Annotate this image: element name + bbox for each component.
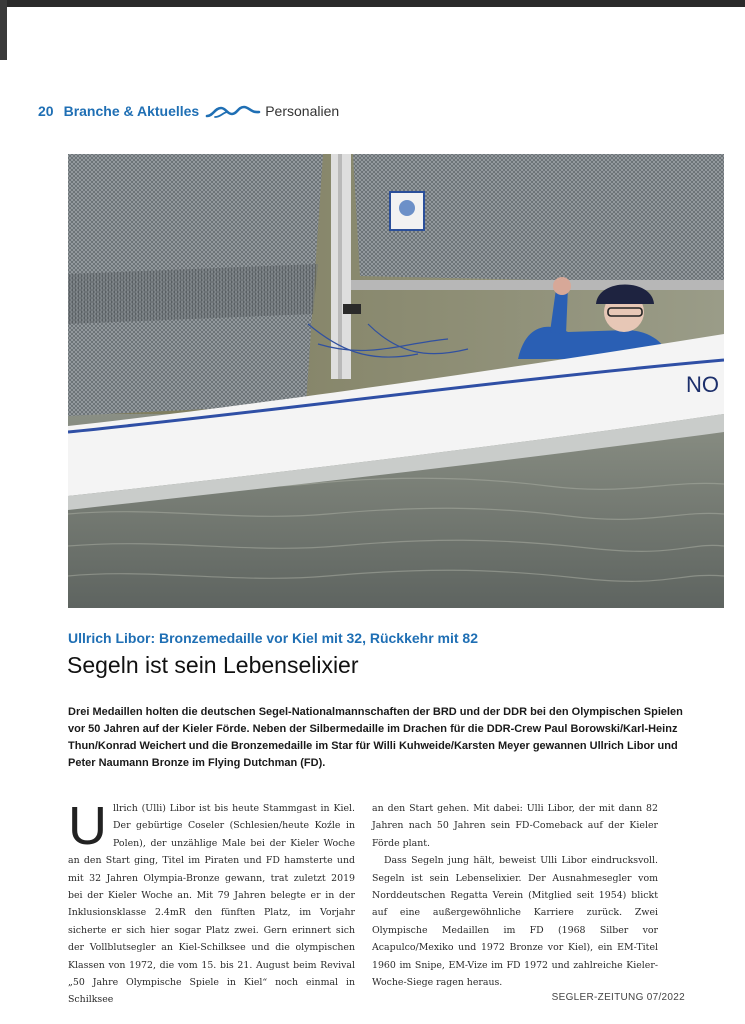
article-kicker: Ullrich Libor: Bronzemedaille vor Kiel mit 32, Rückkehr mit 82 (68, 630, 479, 646)
wave-icon (205, 103, 261, 119)
article-headline: Segeln ist sein Lebenselixier (67, 652, 359, 678)
page-header (38, 100, 339, 122)
scan-edge-left (0, 0, 7, 60)
page-number: 20 (38, 103, 54, 119)
subsection-title: Personalien (265, 103, 340, 119)
page-footer (552, 992, 685, 1003)
article-column-1 (68, 796, 355, 1009)
publication-name: SEGLER-ZEITUNG (551, 992, 644, 1003)
column-2-paragraph-1: an den Start gehen. Mit dabei: Ulli Libor, der mit dann 82 Jahren nach 50 Jahren sein FD-Comeback auf der Kieler Förde plant. (372, 803, 658, 849)
article-lead: Drei Medaillen holten die deutschen Segel-Nationalmannschaften der BRD und der DDR bei den Olympischen Spielen vor 50 Jahren auf der Kieler Förde. Neben der Silbermedaille im Drachen für die DDR-Crew Paul Borowski/Karl-Heinz Thun/Konrad Weichert und die Bronzemedaille im Star für Willi Kuhweide/Karsten Meyer gewannen Ullrich Libor und Peter Naumann Bronze im Flying Dutchman (FD). (68, 706, 683, 769)
column-2-paragraph-2: Dass Segeln jung hält, beweist Ulli Libor eindrucksvoll. Segeln ist sein Lebenselixier. Der Ausnahmesegler vom Norddeutschen Regatta Verein (Mitglied seit 1954) blickt auf eine außergewöhnliche Karriere zurück. Zwei Olympische Medaillen im FD (1968 Silber vor Acapulco/Mexiko und 1972 Bronze vor Kiel), ein EM-Titel 1960 im Snipe, EM-Vize im FD 1972 und zahlreiche Kieler-Woche-Siege ragen heraus. (372, 855, 658, 989)
column-1-text: llrich (Ulli) Libor ist bis heute Stammgast in Kiel. Der gebürtige Coseler (Schlesien/heute Koźle in Polen), der unzählige Male bei der Kieler Woche an den Start ging, Titel im Piraten und FD hamsterte und mit 32 Jahren Olympia-Bronze gewann, trat zuletzt 2019 bei der Kieler Woche an. Mit 79 Jahren belegte er in der Inklusionsklasse 2.4mR den fünften Platz, im Vorjahr sicherte er sich hier sogar Platz zwei. Gern erinnert sich der Vollblutsegler an Kiel-Schilksee und die olympischen Klassen von 1972, die vom 15. bis 21. August beim Revival „50 Jahre Olympische Spiele in Kiel“ noch einmal in Schilksee (68, 803, 355, 1006)
scan-edge-top (0, 0, 745, 7)
section-title: Branche & Aktuelles (63, 103, 200, 119)
hull-lettering: NO (686, 372, 719, 397)
article-column-2 (372, 800, 658, 991)
issue-number: 07/2022 (646, 992, 685, 1003)
sailing-photo (68, 154, 724, 608)
drop-cap: U (68, 796, 107, 856)
